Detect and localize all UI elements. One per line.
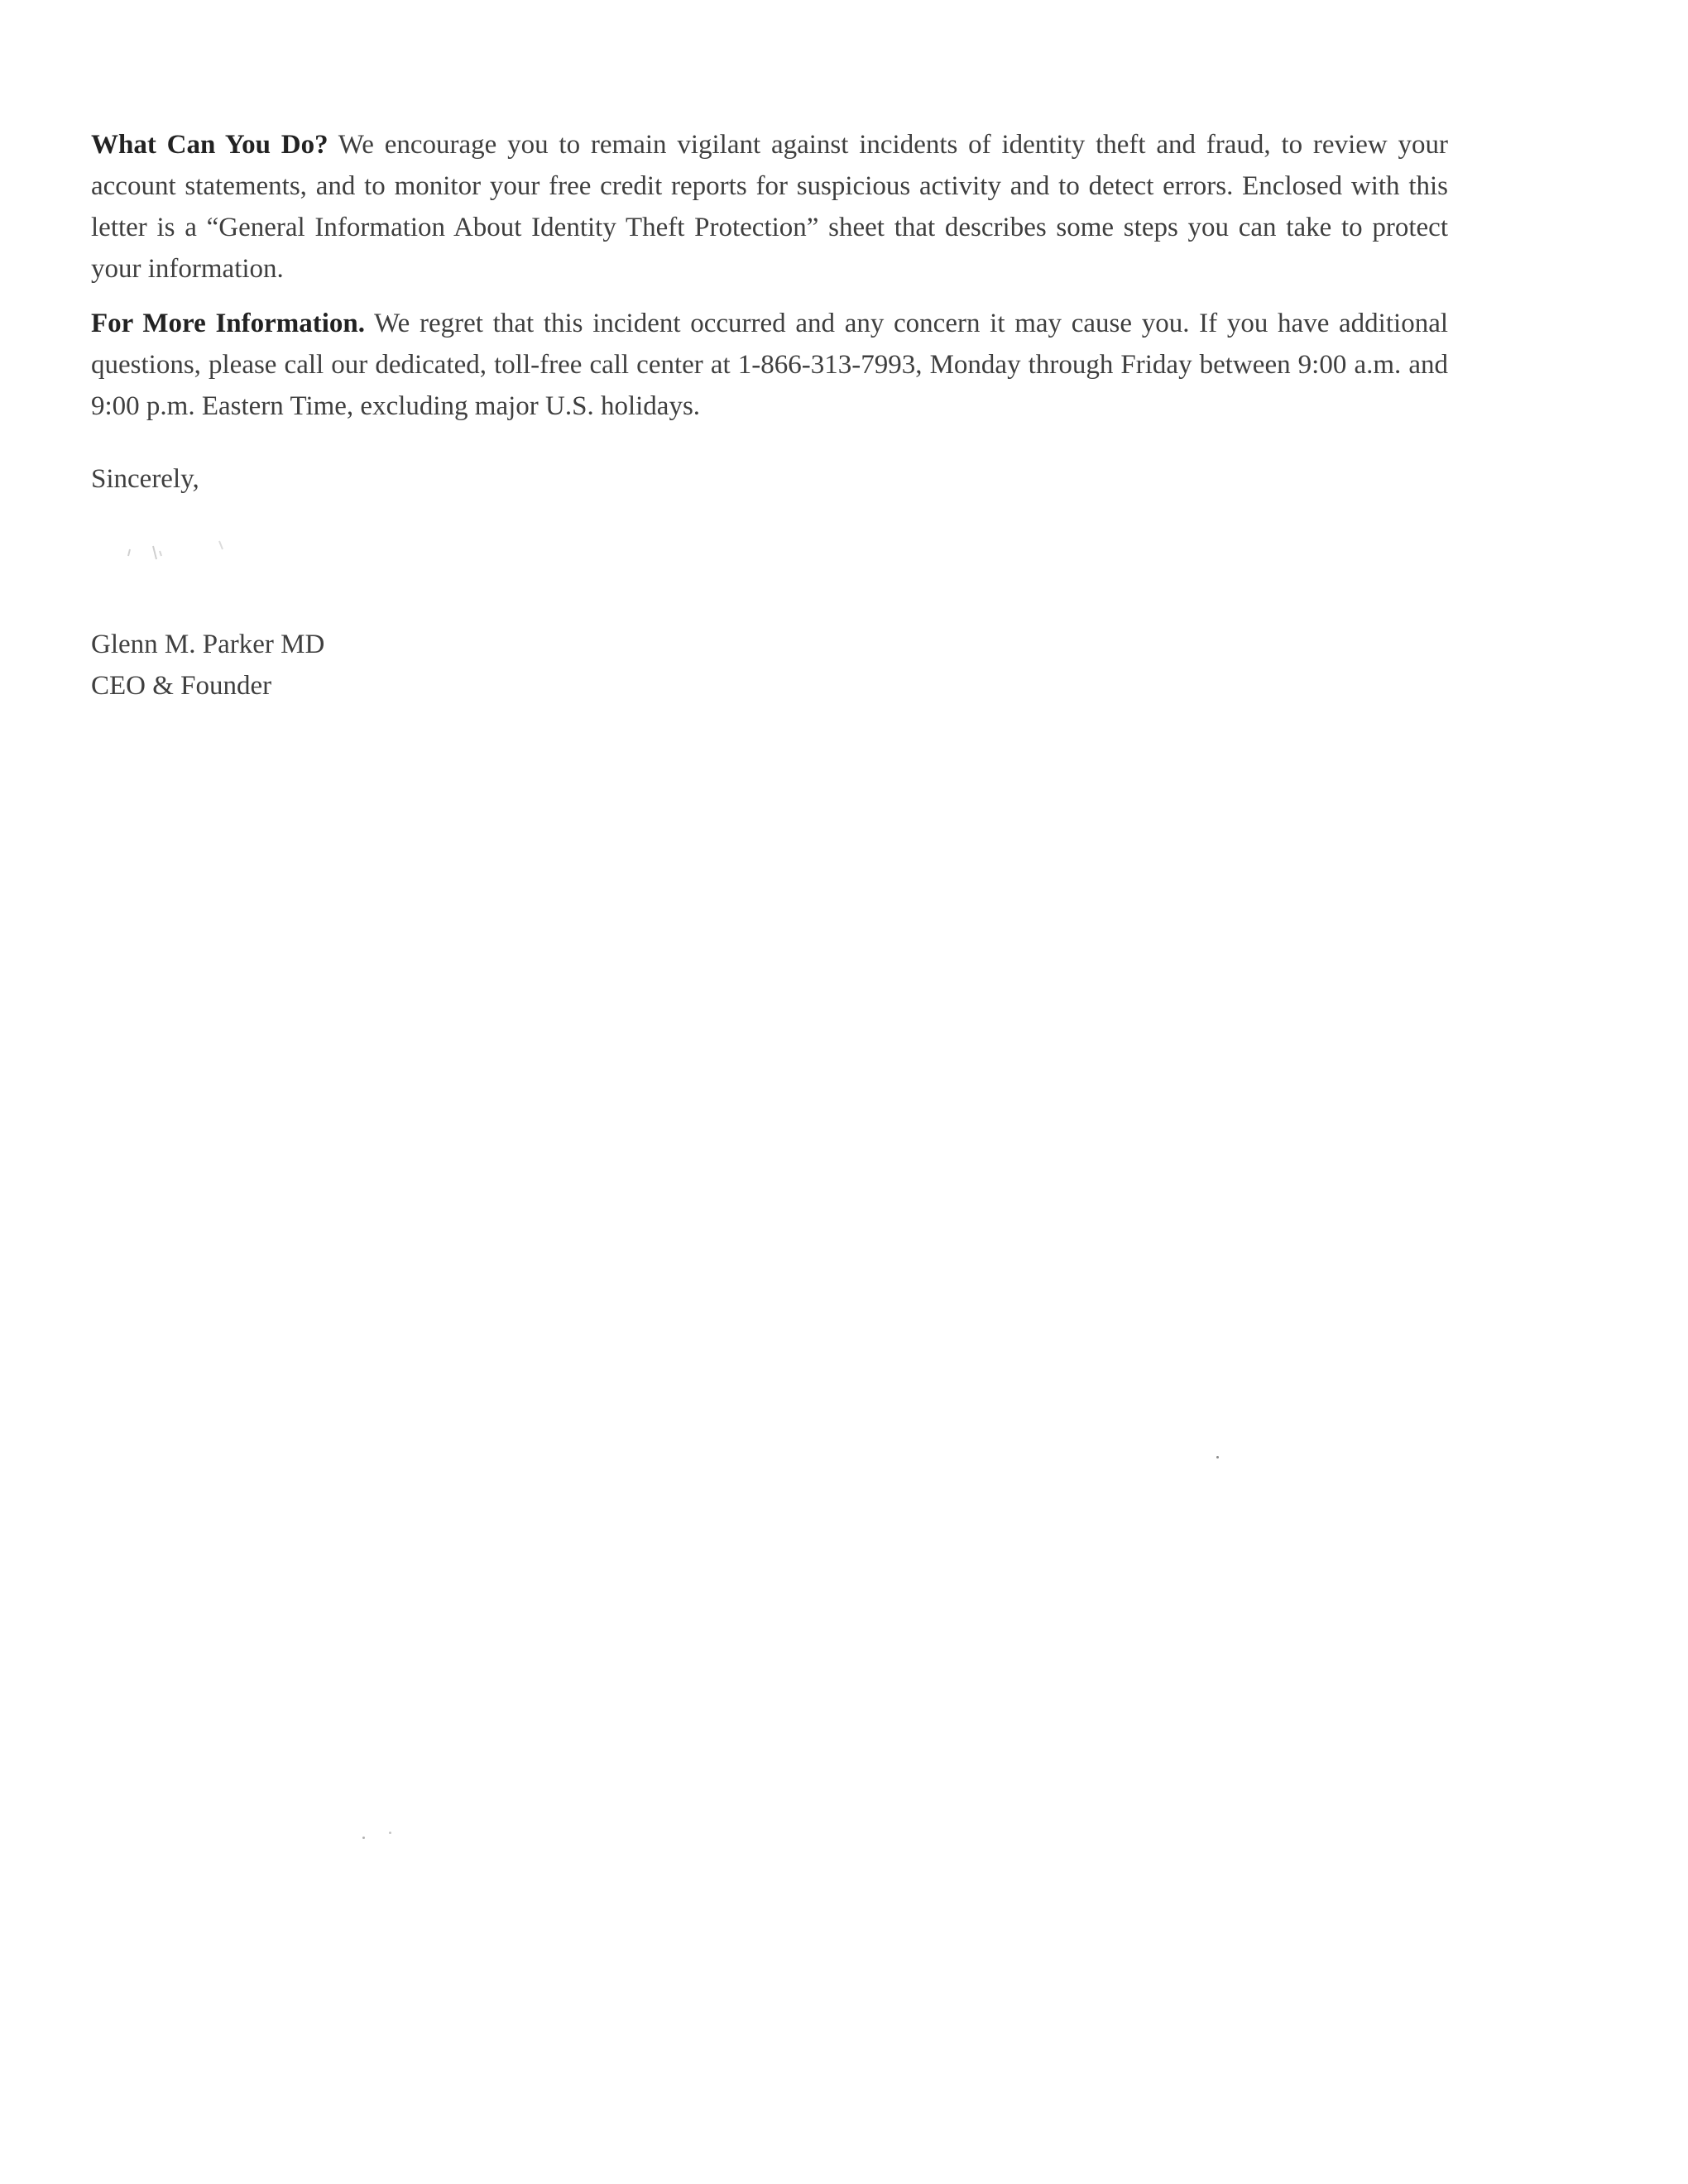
paragraph-text: We encourage you to remain vigilant against incidents of identity theft and fraud, to review your account statements, and to monitor your free credit reports for suspicious activity and to detect errors. Enclosed with this letter is a “General Information About Identity Theft Protection” sheet that describes some steps you can take to protect your information. <box>91 130 1449 284</box>
signer-title: CEO & Founder <box>91 671 272 701</box>
faint-signature-mark <box>120 531 285 572</box>
more-information-paragraph <box>91 303 1448 427</box>
signer-block <box>91 624 1448 706</box>
scan-speck <box>389 1832 391 1834</box>
scan-speck <box>1216 1456 1219 1458</box>
what-can-you-do-paragraph <box>91 124 1448 290</box>
paragraph-text: We regret that this incident occurred and any concern it may cause you. If you have additional questions, please call our dedicated, toll-free call center at 1-866-313-7993, Monday through Friday between 9:00 a.m. and 9:00 p.m. Eastern Time, excluding major U.S. holidays. <box>91 309 1449 421</box>
scan-speck <box>362 1837 365 1839</box>
paragraph-heading: What Can You Do? <box>91 130 328 160</box>
paragraph-heading: For More Information. <box>91 309 366 338</box>
letter-body <box>91 124 1448 706</box>
signer-name: Glenn M. Parker MD <box>91 630 325 659</box>
signature-area <box>91 500 1448 624</box>
closing-salutation: Sincerely, <box>91 464 199 494</box>
